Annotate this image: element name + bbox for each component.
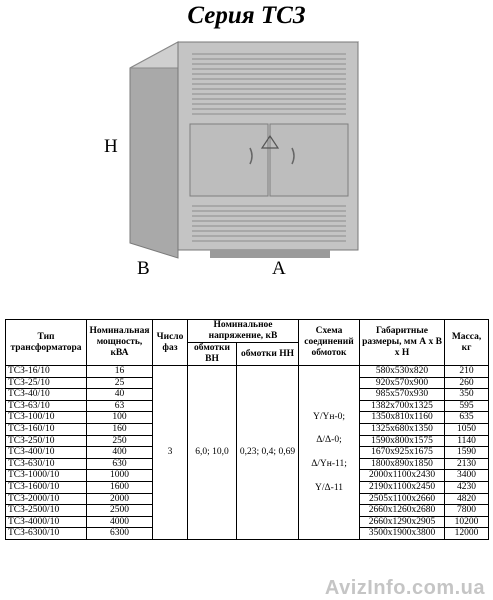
- cell-power: 25: [87, 377, 153, 389]
- cell-size: 2190x1100x2450: [360, 481, 445, 493]
- cell-type: ТСЗ-4000/10: [6, 516, 87, 528]
- dimension-label-b: B: [137, 258, 150, 279]
- specs-table-body: [6, 366, 489, 540]
- cell-mass: 4820: [445, 493, 489, 505]
- cell-mass: 1050: [445, 423, 489, 435]
- header-phases: Число фаз: [153, 320, 188, 366]
- cell-power: 100: [87, 412, 153, 424]
- scheme-item: Y/Yн-0;: [313, 411, 346, 422]
- cell-size: 1350x810x1160: [360, 412, 445, 424]
- cell-mass: 210: [445, 366, 489, 378]
- cell-power: 250: [87, 435, 153, 447]
- scheme-item: Δ/Δ-0;: [316, 435, 342, 446]
- cabinet-side-panel: [130, 42, 178, 258]
- cell-power: 1000: [87, 470, 153, 482]
- cell-size: 1670x925x1675: [360, 447, 445, 459]
- cell-mass: 260: [445, 377, 489, 389]
- cell-size: 3500x1900x3800: [360, 528, 445, 540]
- scheme-item: Y/Δ-11: [315, 482, 343, 493]
- cell-lv: 0,23; 0,4; 0,69: [237, 366, 299, 540]
- cell-mass: 1140: [445, 435, 489, 447]
- cell-mass: 635: [445, 412, 489, 424]
- cell-power: 630: [87, 458, 153, 470]
- dimension-label-a: A: [272, 258, 286, 279]
- cell-type: ТСЗ-40/10: [6, 389, 87, 401]
- header-power: Номинальная мощность, кВА: [87, 320, 153, 366]
- cell-power: 4000: [87, 516, 153, 528]
- cell-type: ТСЗ-6300/10: [6, 528, 87, 540]
- cell-power: 160: [87, 423, 153, 435]
- cell-size: 2660x1260x2680: [360, 505, 445, 517]
- header-voltage: Номинальное напряжение, кВ: [188, 320, 299, 343]
- cell-type: ТСЗ-250/10: [6, 435, 87, 447]
- cell-mass: 1590: [445, 447, 489, 459]
- dimension-label-h: H: [104, 136, 118, 157]
- header-scheme: Схема соединений обмоток: [299, 320, 360, 366]
- cell-type: ТСЗ-2500/10: [6, 505, 87, 517]
- cell-power: 400: [87, 447, 153, 459]
- cell-scheme: [299, 366, 360, 540]
- cell-power: 16: [87, 366, 153, 378]
- cell-size: 580x530x820: [360, 366, 445, 378]
- table-row: [6, 366, 489, 378]
- cell-mass: 350: [445, 389, 489, 401]
- cell-hv: 6,0; 10,0: [188, 366, 237, 540]
- cell-size: 2660x1290x2905: [360, 516, 445, 528]
- cell-type: ТСЗ-1600/10: [6, 481, 87, 493]
- cell-size: 1325x680x1350: [360, 423, 445, 435]
- transformer-photo: [110, 38, 390, 284]
- header-lv: обмотки НН: [237, 343, 299, 366]
- cell-mass: 4230: [445, 481, 489, 493]
- cell-power: 63: [87, 400, 153, 412]
- cell-type: ТСЗ-100/10: [6, 412, 87, 424]
- page-title: Серия ТСЗ: [187, 2, 306, 29]
- header-size: Габаритные размеры, мм А х В х Н: [360, 320, 445, 366]
- cell-mass: 595: [445, 400, 489, 412]
- cell-size: 2000x1100x2430: [360, 470, 445, 482]
- cell-mass: 10200: [445, 516, 489, 528]
- cell-size: 985x570x930: [360, 389, 445, 401]
- cell-type: ТСЗ-25/10: [6, 377, 87, 389]
- scheme-item: Δ/Yн-11;: [311, 458, 347, 469]
- cell-power: 2500: [87, 505, 153, 517]
- cell-size: 2505x1100x2660: [360, 493, 445, 505]
- header-hv: обмотки ВН: [188, 343, 237, 366]
- cell-type: ТСЗ-630/10: [6, 458, 87, 470]
- header-type: Тип трансформатора: [6, 320, 87, 366]
- door-left: [190, 124, 268, 196]
- cell-size: 920x570x900: [360, 377, 445, 389]
- cell-power: 2000: [87, 493, 153, 505]
- header-mass: Масса, кг: [445, 320, 489, 366]
- cell-size: 1590x800x1575: [360, 435, 445, 447]
- watermark: AvizInfo.com.ua: [324, 577, 485, 599]
- cell-power: 40: [87, 389, 153, 401]
- cabinet-base: [210, 250, 330, 258]
- cell-mass: 3400: [445, 470, 489, 482]
- cell-type: ТСЗ-160/10: [6, 423, 87, 435]
- cell-type: ТСЗ-16/10: [6, 366, 87, 378]
- cell-type: ТСЗ-400/10: [6, 447, 87, 459]
- cell-size: 1382x700x1325: [360, 400, 445, 412]
- specs-table: [5, 319, 489, 540]
- cell-phases: 3: [153, 366, 188, 540]
- cell-mass: 7800: [445, 505, 489, 517]
- cell-type: ТСЗ-1000/10: [6, 470, 87, 482]
- cell-type: ТСЗ-63/10: [6, 400, 87, 412]
- cell-type: ТСЗ-2000/10: [6, 493, 87, 505]
- cell-mass: 2130: [445, 458, 489, 470]
- cell-size: 1800x890x1850: [360, 458, 445, 470]
- cell-power: 6300: [87, 528, 153, 540]
- cell-mass: 12000: [445, 528, 489, 540]
- door-right: [270, 124, 348, 196]
- cell-power: 1600: [87, 481, 153, 493]
